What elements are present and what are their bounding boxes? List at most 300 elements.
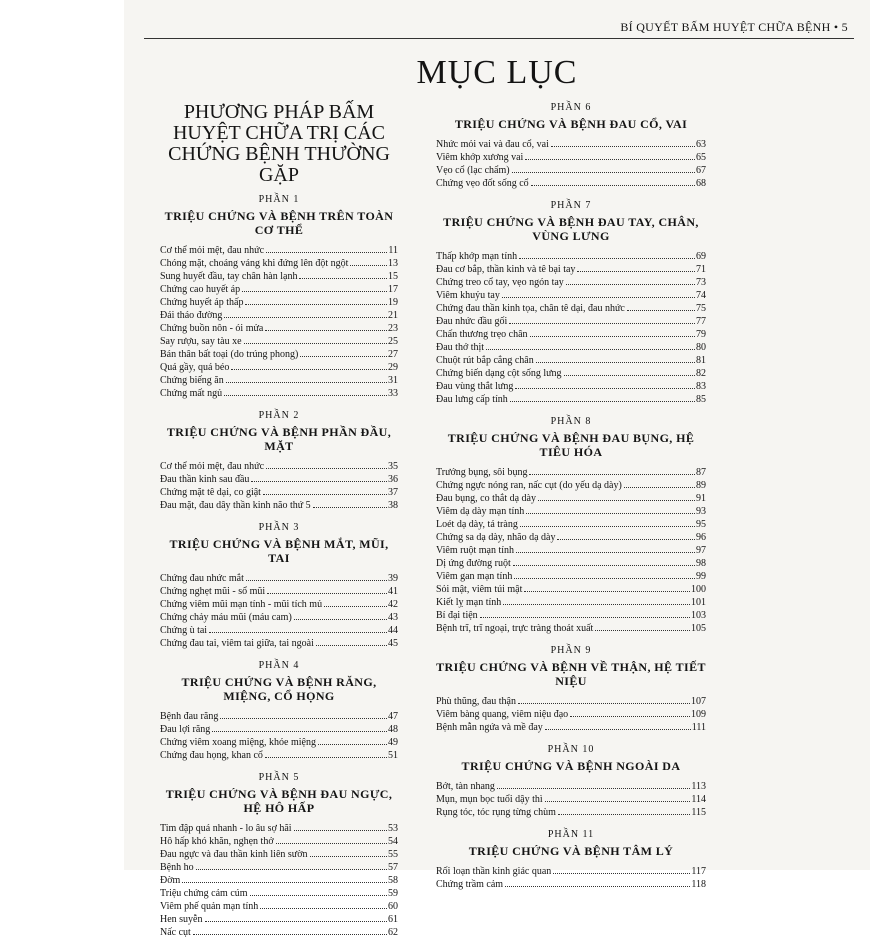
entry-title: Viêm khuỷu tay bbox=[436, 290, 500, 301]
page-number: 31 bbox=[388, 375, 398, 386]
entry-title: Bệnh đau răng bbox=[160, 711, 219, 722]
page-number: 100 bbox=[691, 584, 706, 595]
dot-leader bbox=[503, 604, 690, 605]
dot-leader bbox=[551, 146, 695, 147]
toc-entry bbox=[160, 309, 398, 322]
dot-leader bbox=[564, 375, 695, 376]
entry-title: Trướng bụng, sôi bụng bbox=[436, 467, 528, 478]
entry-title: Đau thớ thịt bbox=[436, 342, 485, 353]
page-number: 101 bbox=[691, 597, 706, 608]
toc-entry bbox=[436, 708, 706, 721]
dot-leader bbox=[538, 500, 695, 501]
dot-leader bbox=[557, 539, 695, 540]
toc-entry bbox=[436, 531, 706, 544]
entry-title: Đau mặt, đau dây thần kinh não thứ 5 bbox=[160, 500, 311, 511]
dot-leader bbox=[553, 873, 690, 874]
page-number: 87 bbox=[696, 467, 706, 478]
page-number: 95 bbox=[696, 519, 706, 530]
dot-leader bbox=[246, 580, 387, 581]
page-number: 91 bbox=[696, 493, 706, 504]
toc-entry bbox=[160, 848, 398, 861]
entry-title: Bí đại tiện bbox=[436, 610, 478, 621]
part-label: PHẦN 3 bbox=[258, 522, 300, 533]
dot-leader bbox=[226, 382, 387, 383]
dot-leader bbox=[313, 507, 387, 508]
entry-title: Quá gầy, quá béo bbox=[160, 362, 230, 373]
page-title: MỤC LỤC bbox=[416, 54, 578, 91]
page-number: 96 bbox=[696, 532, 706, 543]
toc-entry bbox=[160, 270, 398, 283]
toc-part bbox=[436, 416, 706, 635]
dot-leader bbox=[209, 632, 387, 633]
dot-leader bbox=[242, 291, 387, 292]
entry-list bbox=[436, 250, 706, 406]
toc-entry bbox=[436, 780, 706, 793]
entry-title: Vẹo cổ (lạc chẩm) bbox=[436, 165, 510, 176]
page-number: 97 bbox=[696, 545, 706, 556]
entry-title: Hô hấp khó khăn, nghẹn thở bbox=[160, 836, 274, 847]
part-title: TRIỆU CHỨNG VÀ BỆNH PHẦN ĐẦU, MẶT bbox=[166, 425, 392, 453]
entry-title: Bệnh ho bbox=[160, 862, 194, 873]
entry-title: Chứng viêm xoang miệng, khóe miệng bbox=[160, 737, 316, 748]
dot-leader bbox=[182, 882, 387, 883]
entry-title: Bệnh mẫn ngứa và mề đay bbox=[436, 722, 543, 733]
page-number: 89 bbox=[696, 480, 706, 491]
toc-entry bbox=[160, 486, 398, 499]
entry-title: Đau bụng, co thắt dạ dày bbox=[436, 493, 536, 504]
entry-title: Chóng mặt, choáng váng khi đứng lên đột ngột bbox=[160, 258, 349, 269]
page-number: 33 bbox=[388, 388, 398, 399]
page-number: 83 bbox=[696, 381, 706, 392]
toc-entry bbox=[436, 865, 706, 878]
toc-part bbox=[160, 660, 398, 762]
toc-entry bbox=[436, 721, 706, 734]
part-label: PHẦN 7 bbox=[550, 200, 592, 211]
page-number: 47 bbox=[388, 711, 398, 722]
toc-part bbox=[160, 522, 398, 650]
part-title: TRIỆU CHỨNG VÀ BỆNH RĂNG, MIỆNG, CỔ HỌNG bbox=[181, 675, 377, 703]
page-number: 59 bbox=[388, 888, 398, 899]
entry-title: Đau vùng thắt lưng bbox=[436, 381, 514, 392]
page-number: 118 bbox=[691, 879, 706, 890]
page-number: 57 bbox=[388, 862, 398, 873]
dot-leader bbox=[245, 304, 387, 305]
part-label: PHẦN 8 bbox=[550, 416, 592, 427]
toc-entry bbox=[160, 926, 398, 939]
entry-title: Dị ứng đường ruột bbox=[436, 558, 511, 569]
dot-leader bbox=[193, 934, 387, 935]
toc-part bbox=[160, 772, 398, 939]
toc-entry bbox=[436, 250, 706, 263]
toc-entry bbox=[160, 257, 398, 270]
page-number: 73 bbox=[696, 277, 706, 288]
dot-leader bbox=[480, 617, 690, 618]
toc-entry bbox=[160, 611, 398, 624]
page-number: 43 bbox=[388, 612, 398, 623]
running-header: BÍ QUYẾT BẤM HUYỆT CHỮA BỆNH • 5 bbox=[620, 20, 848, 34]
toc-entry bbox=[436, 138, 706, 151]
page-number: 80 bbox=[696, 342, 706, 353]
page-number: 51 bbox=[388, 750, 398, 761]
page-number: 45 bbox=[388, 638, 398, 649]
entry-title: Sỏi mật, viêm túi mật bbox=[436, 584, 523, 595]
entry-title: Hen suyễn bbox=[160, 914, 203, 925]
part-title: TRIỆU CHỨNG VÀ BỆNH NGOÀI DA bbox=[461, 759, 681, 773]
entry-title: Viêm ruột mạn tính bbox=[436, 545, 514, 556]
entry-title: Chấn thương trẹo chân bbox=[436, 329, 528, 340]
page-number: 61 bbox=[388, 914, 398, 925]
entry-title: Kiết lỵ mạn tính bbox=[436, 597, 502, 608]
toc-entry bbox=[160, 348, 398, 361]
toc-entry bbox=[436, 596, 706, 609]
dot-leader bbox=[515, 388, 695, 389]
page-number: 98 bbox=[696, 558, 706, 569]
entry-title: Chứng đau nhức mắt bbox=[160, 573, 244, 584]
dot-leader bbox=[260, 908, 387, 909]
entry-title: Viêm bàng quang, viêm niệu đạo bbox=[436, 709, 569, 720]
dot-leader bbox=[350, 265, 387, 266]
dot-leader bbox=[324, 606, 387, 607]
page-number: 113 bbox=[691, 781, 706, 792]
entry-title: Loét dạ dày, tá tràng bbox=[436, 519, 518, 530]
entry-title: Chứng ngực nóng ran, nấc cụt (do yếu dạ dày) bbox=[436, 480, 622, 491]
page-number: 54 bbox=[388, 836, 398, 847]
toc-entry bbox=[436, 695, 706, 708]
entry-title: Chứng nghẹt mũi - sổ mũi bbox=[160, 586, 266, 597]
toc-entry bbox=[160, 473, 398, 486]
toc-entry bbox=[436, 354, 706, 367]
entry-title: Chứng sa dạ dày, nhão dạ dày bbox=[436, 532, 556, 543]
page-number: 109 bbox=[691, 709, 706, 720]
entry-title: Chứng chảy máu mũi (máu cam) bbox=[160, 612, 292, 623]
book-page bbox=[124, 0, 870, 938]
page-number: 42 bbox=[388, 599, 398, 610]
toc-entry bbox=[436, 583, 706, 596]
toc-entry bbox=[160, 637, 398, 650]
page-number: 81 bbox=[696, 355, 706, 366]
dot-leader bbox=[263, 494, 387, 495]
dot-leader bbox=[294, 619, 387, 620]
toc-entry bbox=[436, 878, 706, 891]
toc-entry bbox=[160, 283, 398, 296]
page-number: 19 bbox=[388, 297, 398, 308]
entry-title: Chứng vẹo đốt sống cổ bbox=[436, 178, 529, 189]
main-heading: PHƯƠNG PHÁP BẤM HUYỆT CHỮA TRỊ CÁC CHỨNG BỆNH THƯỜNG GẶP bbox=[168, 101, 390, 186]
page-number: 114 bbox=[691, 794, 706, 805]
entry-title: Rối loạn thần kinh giác quan bbox=[436, 866, 552, 877]
toc-entry bbox=[160, 598, 398, 611]
entry-list bbox=[160, 244, 398, 400]
toc-entry bbox=[436, 164, 706, 177]
toc-entry bbox=[436, 328, 706, 341]
page-number: 65 bbox=[696, 152, 706, 163]
toc-entry bbox=[160, 736, 398, 749]
dot-leader bbox=[294, 830, 387, 831]
toc-entry bbox=[436, 622, 706, 635]
dot-leader bbox=[624, 487, 695, 488]
entry-title: Tim đập quá nhanh - lo âu sợ hãi bbox=[160, 823, 292, 834]
toc-entry bbox=[436, 557, 706, 570]
left-parts bbox=[160, 194, 398, 939]
part-label: PHẦN 6 bbox=[550, 102, 592, 113]
page-number: 60 bbox=[388, 901, 398, 912]
part-label: PHẦN 9 bbox=[550, 645, 592, 656]
toc-entry bbox=[160, 244, 398, 257]
dot-leader bbox=[545, 801, 691, 802]
dot-leader bbox=[265, 757, 387, 758]
dot-leader bbox=[516, 552, 695, 553]
page-number: 23 bbox=[388, 323, 398, 334]
toc-part bbox=[160, 410, 398, 512]
dot-leader bbox=[525, 159, 695, 160]
dot-leader bbox=[224, 317, 387, 318]
page-number: 36 bbox=[388, 474, 398, 485]
dot-leader bbox=[318, 744, 387, 745]
entry-list bbox=[436, 466, 706, 635]
dot-leader bbox=[627, 310, 695, 311]
entry-title: Chứng cao huyết áp bbox=[160, 284, 241, 295]
dot-leader bbox=[212, 731, 387, 732]
entry-title: Chứng viêm mũi mạn tính - mũi tích mủ bbox=[160, 599, 323, 610]
dot-leader bbox=[231, 369, 387, 370]
entry-title: Viêm khớp xương vai bbox=[436, 152, 524, 163]
toc-entry bbox=[160, 335, 398, 348]
entry-title: Đau lợi răng bbox=[160, 724, 211, 735]
dot-leader bbox=[224, 395, 387, 396]
toc-entry bbox=[160, 913, 398, 926]
toc-entry bbox=[436, 570, 706, 583]
entry-title: Viêm phế quản mạn tính bbox=[160, 901, 259, 912]
entry-title: Chứng đau họng, khan cổ bbox=[160, 750, 263, 761]
entry-title: Đau ngực và đau thần kinh liên sườn bbox=[160, 849, 308, 860]
dot-leader bbox=[566, 284, 695, 285]
page-number: 35 bbox=[388, 461, 398, 472]
toc-entry bbox=[160, 499, 398, 512]
toc-column-right bbox=[436, 102, 706, 901]
page-number: 48 bbox=[388, 724, 398, 735]
dot-leader bbox=[497, 788, 690, 789]
dot-leader bbox=[505, 886, 690, 887]
entry-title: Chứng ù tai bbox=[160, 625, 208, 636]
entry-title: Say rượu, say tàu xe bbox=[160, 336, 242, 347]
dot-leader bbox=[545, 729, 691, 730]
dot-leader bbox=[265, 330, 387, 331]
toc-entry bbox=[160, 874, 398, 887]
page-number: 15 bbox=[388, 271, 398, 282]
toc-part bbox=[436, 744, 706, 819]
page-number: 53 bbox=[388, 823, 398, 834]
toc-entry bbox=[160, 387, 398, 400]
dot-leader bbox=[518, 703, 690, 704]
dot-leader bbox=[530, 336, 695, 337]
toc-entry bbox=[436, 479, 706, 492]
toc-entry bbox=[160, 624, 398, 637]
part-label: PHẦN 5 bbox=[258, 772, 300, 783]
toc-part bbox=[436, 200, 706, 406]
entry-title: Chứng trầm cảm bbox=[436, 879, 504, 890]
dot-leader bbox=[310, 856, 388, 857]
page-number: 29 bbox=[388, 362, 398, 373]
toc-entry bbox=[436, 609, 706, 622]
entry-title: Bán thân bất toại (do trúng phong) bbox=[160, 349, 299, 360]
dot-leader bbox=[558, 814, 691, 815]
part-title: TRIỆU CHỨNG VÀ BỆNH MẮT, MŨI, TAI bbox=[169, 537, 389, 565]
entry-title: Đái tháo đường bbox=[160, 310, 223, 321]
entry-list bbox=[436, 695, 706, 734]
dot-leader bbox=[524, 591, 690, 592]
entry-title: Chứng treo cổ tay, vẹo ngón tay bbox=[436, 277, 564, 288]
entry-title: Sung huyết đầu, tay chân hàn lạnh bbox=[160, 271, 298, 282]
dot-leader bbox=[267, 593, 387, 594]
dot-leader bbox=[299, 278, 387, 279]
part-title: TRIỆU CHỨNG VÀ BỆNH ĐAU NGỰC, HỆ HÔ HẤP bbox=[165, 787, 393, 815]
dot-leader bbox=[536, 362, 695, 363]
dot-leader bbox=[502, 297, 695, 298]
entry-title: Chứng đau tai, viêm tai giữa, tai ngoài bbox=[160, 638, 314, 649]
page-number: 74 bbox=[696, 290, 706, 301]
toc-entry bbox=[160, 460, 398, 473]
page-number: 55 bbox=[388, 849, 398, 860]
toc-entry bbox=[160, 322, 398, 335]
dot-leader bbox=[526, 513, 695, 514]
dot-leader bbox=[595, 630, 690, 631]
entry-list bbox=[160, 710, 398, 762]
dot-leader bbox=[300, 356, 387, 357]
page-number: 69 bbox=[696, 251, 706, 262]
entry-title: Mụn, mụn bọc tuổi dậy thì bbox=[436, 794, 543, 805]
dot-leader bbox=[266, 468, 387, 469]
part-label: PHẦN 11 bbox=[547, 829, 595, 840]
page-number: 41 bbox=[388, 586, 398, 597]
entry-title: Đau nhức đầu gối bbox=[436, 316, 508, 327]
page-number: 99 bbox=[696, 571, 706, 582]
page-number: 111 bbox=[691, 722, 706, 733]
toc-part bbox=[160, 194, 398, 400]
toc-part bbox=[436, 645, 706, 734]
page-number: 117 bbox=[691, 866, 706, 877]
dot-leader bbox=[510, 401, 695, 402]
dot-leader bbox=[251, 481, 387, 482]
dot-leader bbox=[531, 185, 695, 186]
page-number: 17 bbox=[388, 284, 398, 295]
dot-leader bbox=[244, 343, 387, 344]
toc-entry bbox=[160, 822, 398, 835]
part-title: TRIỆU CHỨNG VÀ BỆNH VỀ THẬN, HỆ TIẾT NIỆU bbox=[436, 660, 706, 688]
page-number: 85 bbox=[696, 394, 706, 405]
entry-title: Rụng tóc, tóc rụng từng chùm bbox=[436, 807, 556, 818]
toc-entry bbox=[436, 492, 706, 505]
toc-entry bbox=[436, 544, 706, 557]
entry-title: Đau thần kinh sau đầu bbox=[160, 474, 250, 485]
page-number: 93 bbox=[696, 506, 706, 517]
toc-part bbox=[436, 102, 706, 190]
page-number: 62 bbox=[388, 927, 398, 938]
part-title: TRIỆU CHỨNG VÀ BỆNH TÂM LÝ bbox=[468, 844, 674, 858]
toc-entry bbox=[436, 505, 706, 518]
toc-entry bbox=[436, 793, 706, 806]
page-number: 11 bbox=[388, 245, 398, 256]
toc-entry bbox=[436, 466, 706, 479]
page-number: 37 bbox=[388, 487, 398, 498]
toc-entry bbox=[436, 806, 706, 819]
dot-leader bbox=[577, 271, 695, 272]
page-number: 71 bbox=[696, 264, 706, 275]
entry-title: Nhức mỏi vai và đau cổ, vai bbox=[436, 139, 549, 150]
toc-entry bbox=[160, 296, 398, 309]
entry-title: Viêm dạ dày mạn tính bbox=[436, 506, 525, 517]
toc-entry bbox=[160, 374, 398, 387]
toc-entry bbox=[160, 723, 398, 736]
dot-leader bbox=[520, 526, 695, 527]
page-number: 27 bbox=[388, 349, 398, 360]
page-number: 13 bbox=[388, 258, 398, 269]
toc-entry bbox=[436, 341, 706, 354]
page-number: 58 bbox=[388, 875, 398, 886]
entry-title: Triệu chứng cảm cúm bbox=[160, 888, 248, 899]
toc-entry bbox=[436, 393, 706, 406]
entry-title: Chuột rút bắp cẳng chân bbox=[436, 355, 534, 366]
dot-leader bbox=[266, 252, 387, 253]
entry-title: Đờm bbox=[160, 875, 181, 886]
toc-entry bbox=[160, 887, 398, 900]
toc-entry bbox=[160, 835, 398, 848]
toc-entry bbox=[160, 585, 398, 598]
page-number: 67 bbox=[696, 165, 706, 176]
toc-entry bbox=[436, 289, 706, 302]
toc-entry bbox=[436, 518, 706, 531]
part-label: PHẦN 2 bbox=[258, 410, 300, 421]
page-number: 63 bbox=[696, 139, 706, 150]
page-number: 21 bbox=[388, 310, 398, 321]
toc-entry bbox=[436, 276, 706, 289]
dot-leader bbox=[519, 258, 695, 259]
page-number: 44 bbox=[388, 625, 398, 636]
page-number: 38 bbox=[388, 500, 398, 511]
entry-title: Cơ thể mỏi mệt, đau nhức bbox=[160, 245, 265, 256]
entry-list bbox=[436, 138, 706, 190]
page-number: 82 bbox=[696, 368, 706, 379]
entry-title: Chứng huyết áp thấp bbox=[160, 297, 244, 308]
page-number: 25 bbox=[388, 336, 398, 347]
entry-title: Chứng mất ngủ bbox=[160, 388, 223, 399]
entry-list bbox=[160, 460, 398, 512]
right-parts bbox=[436, 102, 706, 891]
toc-entry bbox=[160, 572, 398, 585]
page-number: 49 bbox=[388, 737, 398, 748]
entry-title: Cơ thể mỏi mệt, đau nhức bbox=[160, 461, 265, 472]
dot-leader bbox=[512, 172, 695, 173]
toc-entry bbox=[436, 367, 706, 380]
page-number: 105 bbox=[691, 623, 706, 634]
entry-title: Thấp khớp mạn tính bbox=[436, 251, 518, 262]
dot-leader bbox=[529, 474, 695, 475]
toc-entry bbox=[160, 361, 398, 374]
entry-list bbox=[436, 780, 706, 819]
page-number: 103 bbox=[691, 610, 706, 621]
toc-entry bbox=[436, 151, 706, 164]
part-label: PHẦN 4 bbox=[258, 660, 300, 671]
page-number: 79 bbox=[696, 329, 706, 340]
entry-title: Nấc cụt bbox=[160, 927, 191, 938]
toc-entry bbox=[160, 861, 398, 874]
entry-list bbox=[160, 572, 398, 650]
entry-title: Chứng buồn nôn - ói mửa bbox=[160, 323, 264, 334]
entry-title: Chứng đau thần kinh tọa, chân tê dại, đau nhức bbox=[436, 303, 625, 314]
entry-title: Bớt, tàn nhang bbox=[436, 781, 495, 792]
dot-leader bbox=[509, 323, 695, 324]
page-number: 68 bbox=[696, 178, 706, 189]
header-rule bbox=[144, 38, 854, 39]
